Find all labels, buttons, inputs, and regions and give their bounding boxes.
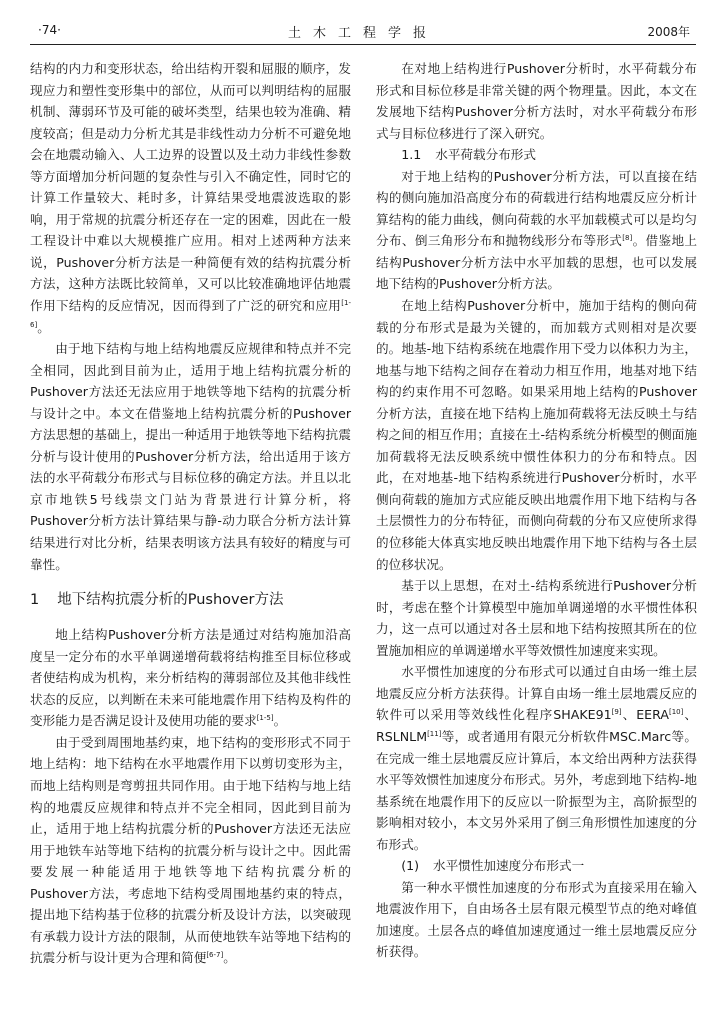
paragraph: 基于以上思想，在对土-结构系统进行Pushover分析时，考虑在整个计算模型中施加单调递增的水平惯性体积力，这一点可以通过对各土层和地下结构按照其所在的位置施加相应的单调递增水平等效惯性加速度来实现。 — [376, 578, 697, 658]
section-number: 1 — [30, 592, 40, 609]
section-heading — [30, 588, 351, 612]
right-column — [376, 58, 697, 963]
running-header — [30, 20, 696, 45]
paragraph: 由于地下结构与地上结构地震反应规律和特点并不完全相同，因此到目前为止，适用于地上结构抗震分析的Pushover方法还无法应用于地铁等地下结构的抗震分析与设计之中。本文在借鉴地上结构抗震分析的Pushover方法思想的基础上，提出一种适用于地铁等地下结构抗震分析与设计使用的Pushover分析方法，给出适用于该方法的水平荷载分布形式与目标位移的确定方法。并且以北京市地铁5号线崇文门站为背景进行计算分析，将Pushover分析方法计算结果与静-动力联合分析方法计算结果进行对比分析，结果表明该方法具有较好的精度与可靠性。 — [30, 341, 351, 572]
left-column — [30, 58, 351, 969]
subsection-title: 水平惯性加速度分布形式一 — [433, 858, 585, 874]
subsection-heading — [376, 144, 697, 166]
paragraph: 水平惯性加速度的分布形式可以通过自由场一维土层地震反应分析方法获得。计算自由场一维土层地震反应的软件可以采用等效线性化程序SHAKE91[9]、EERA[10]、RSLNLM[11]等，或者通用有限元分析软件MSC.Marc等。在完成一维土层地震反应计算后，本文给出两种方法获得水平等效惯性加速度分布形式。另外，考虑到地下结构-地基系统在地震作用下的反应以一阶振型为主，高阶振型的影响相对较小，本文另外采用了倒三角形惯性加速度的分布形式。 — [376, 664, 697, 852]
paragraph: 在对地上结构进行Pushover分析时，水平荷载分布形式和目标位移是非常关键的两个物理量。因此，本文在发展地下结构Pushover分析方法时，对水平荷载分布形式与目标位移进行了深入研究。 — [376, 61, 697, 141]
paragraph: 第一种水平惯性加速度的分布形式为直接采用在输入地震波作用下，自由场各土层有限元模型节点的绝对峰值加速度。土层各点的峰值加速度通过一维土层地震反应分析获得。 — [376, 879, 697, 960]
subsection-number: (1) — [401, 858, 420, 874]
page-number: ·74· — [38, 23, 61, 37]
citation: [8] — [622, 234, 633, 243]
citation: [1-5] — [256, 714, 274, 723]
journal-title: 土木工程学报 — [287, 26, 438, 41]
publication-year: 2008年 — [647, 25, 690, 39]
citation: [10] — [668, 708, 684, 717]
paragraph: 结构的内力和变形状态，给出结构开裂和屈服的顺序，发现应力和塑性变形集中的部位，从而可以判明结构的屈服机制、薄弱环节及可能的破坏类型，结果也较为准确、精度较高；但是动力分析尤其是非线性动力分析不可避免地会在地震动输入、人工边界的设置以及土动力非线性参数等方面增加分析问题的复杂性与引入不确定性，同时它的计算工作量较大、耗时多，计算结果受地震波选取的影响，用于常规的抗震分析还存在一定的困难，因此在一般工程设计中难以大规模推广应用。相对上述两种方法来说，Pushover分析方法是一种简便有效的结构抗震分析方法，这种方法既比较简单，又可以比较准确地评估地震作用下结构的反应情况，因而得到了广泛的研究和应用[1-6]。 — [30, 61, 351, 335]
subsection-title: 水平荷载分布形式 — [435, 147, 536, 163]
paragraph: 地上结构Pushover分析方法是通过对结构施加沿高度呈一定分布的水平单调递增荷载将结构推至目标位移或者使结构成为机构，来分析结构的薄弱部位及其他非线性状态的反应，以判断在未来可能地震作用下结构及构件的变形能力是否满足设计及使用功能的要求[1-5]。 — [30, 627, 351, 729]
citation: [11] — [427, 729, 442, 738]
citation: [9] — [611, 708, 622, 717]
paragraph: 对于地上结构的Pushover分析方法，可以直接在结构的侧向施加沿高度分布的荷载进行结构地震反应分析计算结构的能力曲线，侧向荷载的水平加载模式可以是均匀分布、倒三角形分布和抛物线形分布等形式[8]。借鉴地上结构Pushover分析方法中水平加载的思想，也可以发展地下结构的Pushover分析方法。 — [376, 168, 698, 292]
subsection-number: 1.1 — [401, 147, 422, 163]
citation: [6-7] — [206, 951, 224, 960]
paragraph: 在地上结构Pushover分析中，施加于结构的侧向荷载的分布形式是最为关键的，而加载方式则相对是次要的。地基-地下结构系统在地震作用下受力以体积力为主，地基与地下结构之间存在着动力相互作用，地基对地下结构的约束作用不可忽略。如果采用地上结构的Pushover分析方法，直接在地下结构上施加荷载将无法反映土与结构之间的相互作用；直接在土-结构系统分析模型的侧面施加荷载将无法反映系统中惯性体积力的分布和特点。因此，在对地基-地下结构系统进行Pushover分析时，水平侧向荷载的施加方式应能反映出地震作用下地下结构与各土层惯性力的分布特征，而侧向荷载的分布又应使所求得的位移能大体真实地反映出地震作用下地下结构与各土层的位移状况。 — [376, 298, 697, 572]
section-title: 地下结构抗震分析的Pushover方法 — [57, 592, 284, 609]
citation: [1-6] — [30, 299, 351, 329]
paragraph: 由于受到周围地基约束，地下结构的变形形式不同于地上结构：地下结构在水平地震作用下以剪切变形为主，而地上结构则是弯剪扭共同作用。由于地下结构与地上结构的地震反应规律和特点并不完全相同，因此到目前为止，适用于地上结构抗震分析的Pushover方法还无法应用于地铁车站等地下结构的抗震分析与设计之中。因此需要发展一种能适用于地铁等地下结构抗震分析的Pushover方法，考虑地下结构受周围地基约束的特点，提出地下结构基于位移的抗震分析及设计方法，以突破现有承载力设计方法的限制，从而使地铁车站等地下结构的抗震分析与设计更为合理和简便[6-7]。 — [30, 734, 351, 966]
subsection-heading — [376, 855, 697, 877]
